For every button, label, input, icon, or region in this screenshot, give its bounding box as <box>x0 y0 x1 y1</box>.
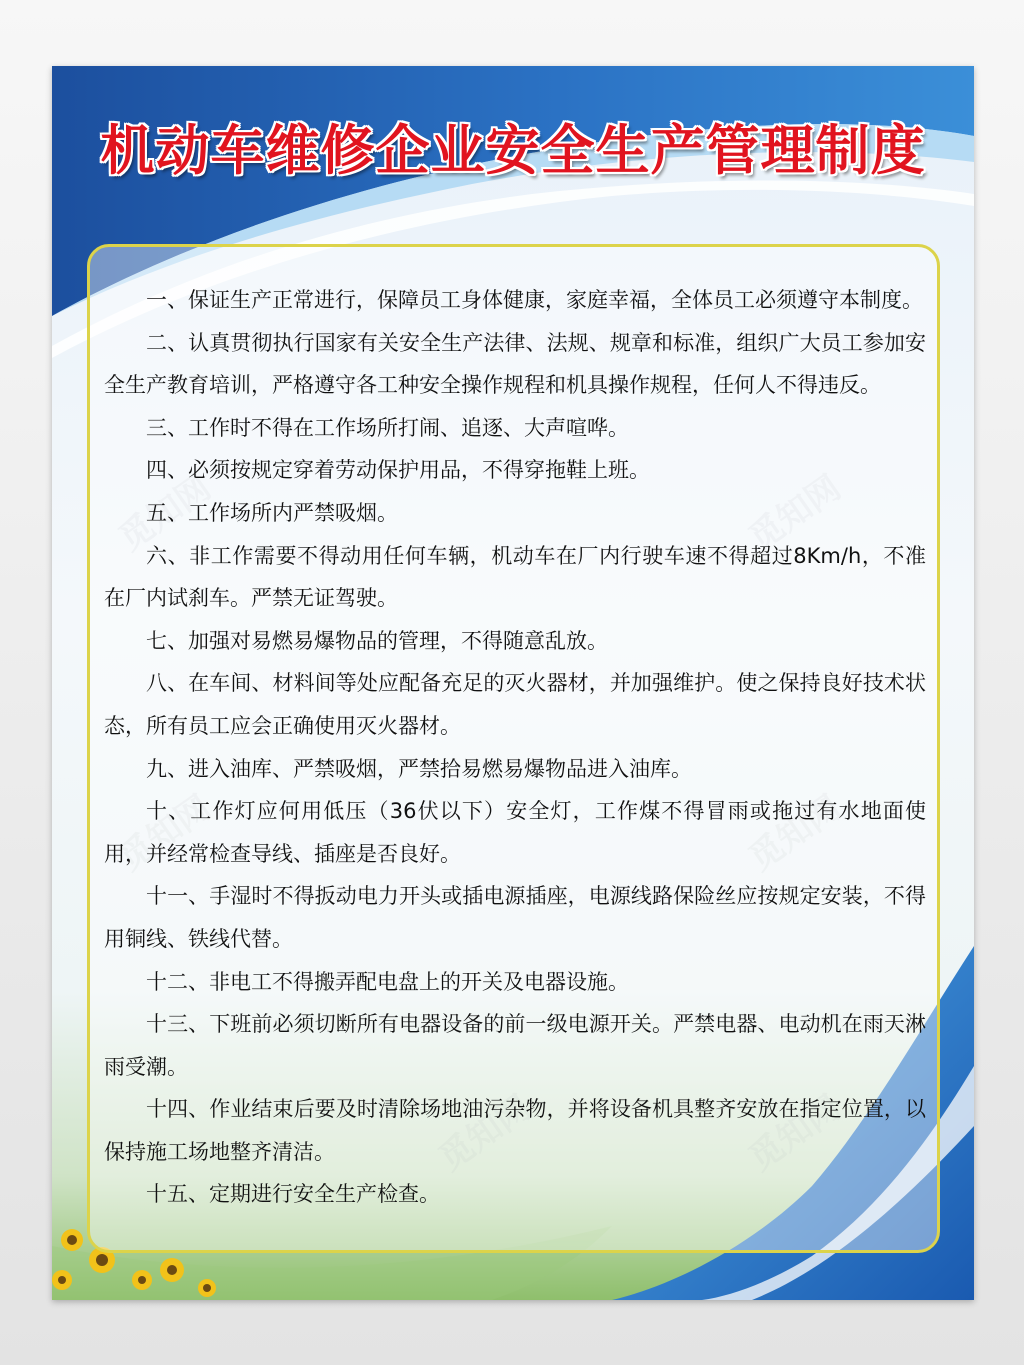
rule-item: 十五、定期进行安全生产检查。 <box>146 1182 440 1207</box>
watermark: 觅知网 <box>741 787 849 880</box>
rule-item: 六、非工作需要不得动用任何车辆，机动车在厂内行驶车速不得超过8Km/h，不准在厂内试刹车。严禁无证驾驶。 <box>104 543 926 611</box>
rule-item: 七、加强对易燃易爆物品的管理，不得随意乱放。 <box>146 628 608 653</box>
rule-item: 四、必须按规定穿着劳动保护用品，不得穿拖鞋上班。 <box>146 458 650 483</box>
rule-item: 十、工作灯应何用低压（36伏以下）安全灯，工作煤不得冒雨或拖过有水地面使用，并经常检查导线、插座是否良好。 <box>104 799 926 866</box>
watermark: 觅知网 <box>741 1087 849 1180</box>
rule-item: 十一、手湿时不得扳动电力开头或插电源插座，电源线路保险丝应按规定安装，不得用铜线、铁线代替。 <box>104 884 926 951</box>
watermark: 觅知网 <box>111 467 219 560</box>
rule-item: 二、认真贯彻执行国家有关安全生产法律、法规、规章和标准，组织广大员工参加安全生产教育培训，严格遵守各工种安全操作规程和机具操作规程，任何人不得违反。 <box>104 330 926 398</box>
watermark: 觅知网 <box>741 467 849 560</box>
rule-item: 一、保证生产正常进行，保障员工身体健康，家庭幸福，全体员工必须遵守本制度。 <box>146 288 923 312</box>
rule-item: 九、进入油库、严禁吸烟，严禁拾易燃易爆物品进入油库。 <box>146 756 692 781</box>
rules-list <box>104 279 926 1216</box>
rule-item: 五、工作场所内严禁吸烟。 <box>146 500 398 525</box>
rule-item: 八、在车间、材料间等处应配备充足的灭火器材，并加强维护。使之保持良好技术状态，所有员工应会正确使用灭火器材。 <box>104 671 926 738</box>
rule-item: 十二、非电工不得搬弄配电盘上的开关及电器设施。 <box>146 969 629 994</box>
watermark: 觅知网 <box>111 787 219 880</box>
rule-item: 十四、作业结束后要及时清除场地油污杂物，并将设备机具整齐安放在指定位置，以保持施工场地整齐清洁。 <box>104 1097 926 1164</box>
rule-item: 三、工作时不得在工作场所打闹、追逐、大声喧哗。 <box>146 415 629 440</box>
page-title: 机动车维修企业安全生产管理制度 <box>100 119 926 182</box>
rule-item: 十三、下班前必须切断所有电器设备的前一级电源开关。严禁电器、电动机在雨天淋雨受潮。 <box>104 1012 926 1079</box>
watermark: 觅知网 <box>431 1087 539 1180</box>
